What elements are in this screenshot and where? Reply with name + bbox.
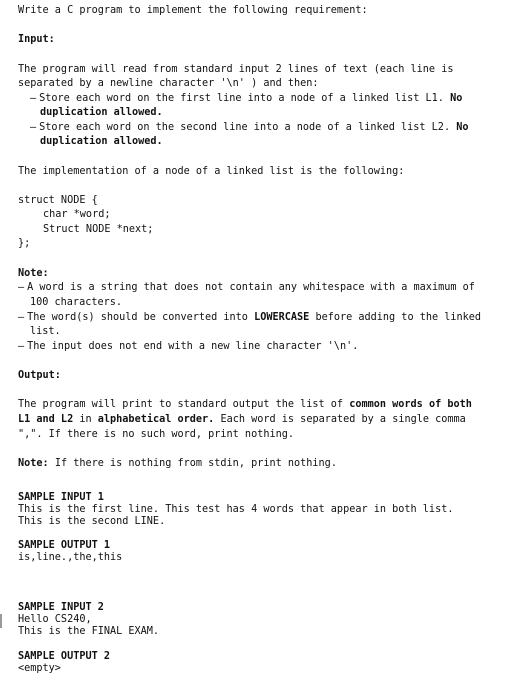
bullet-2-line-1 <box>30 122 469 134</box>
code-line-4: }; <box>18 238 31 249</box>
sample-output-1-value: is,line.,the,this <box>18 552 123 563</box>
final-note-text: If there is nothing from stdin, print nothing. <box>54 458 337 469</box>
note-heading: Note: <box>18 268 49 279</box>
bullet-1-text: Store each word on the first line into a node of a linked list L1. <box>39 93 444 104</box>
note-2-bold: LOWERCASE <box>254 312 310 323</box>
sample-input-2-line-1: Hello CS240, <box>18 614 92 625</box>
code-line-1: struct NODE { <box>18 195 98 206</box>
bullet-2-line-2: duplication allowed. <box>40 136 163 147</box>
output-line-2-bold-b: alphabetical order. <box>97 414 215 425</box>
sample-input-1-line-1: This is the first line. This test has 4 words that appear in both list. <box>18 504 454 515</box>
output-line-2-mid: in <box>79 414 92 425</box>
output-line-1-text: The program will print to standard output the list of <box>18 399 344 410</box>
input-heading: Input: <box>18 34 55 45</box>
final-note-label: Note: <box>18 458 49 469</box>
note-2-text-a: The word(s) should be converted into <box>27 312 248 323</box>
sample-input-2-heading: SAMPLE INPUT 2 <box>18 602 104 613</box>
input-paragraph-line-2: separated by a newline character '\n' ) and then: <box>18 78 319 89</box>
implementation-line: The implementation of a node of a linked list is the following: <box>18 166 405 177</box>
sample-output-1-heading: SAMPLE OUTPUT 1 <box>18 540 111 551</box>
output-line-3: ",". If there is no such word, print nothing. <box>18 429 295 440</box>
output-line-2-bold-a: L1 and L2 <box>18 414 74 425</box>
output-line-2 <box>18 414 466 426</box>
output-heading: Output: <box>18 370 61 381</box>
note-2-line-2: list. <box>30 326 61 337</box>
bullet-1-bold: No <box>450 93 463 104</box>
bullet-1-line-2: duplication allowed. <box>40 107 163 118</box>
bullet-2-bold: No <box>456 122 469 133</box>
output-line-1-bold: common words of both <box>349 399 472 410</box>
code-line-3: Struct NODE *next; <box>43 224 154 235</box>
sample-output-2-heading: SAMPLE OUTPUT 2 <box>18 651 111 662</box>
output-line-2-text: Each word is separated by a single comma <box>220 414 466 425</box>
note-1-line-2: 100 characters. <box>30 297 123 308</box>
output-line-1 <box>18 399 472 411</box>
intro-text: Write a C program to implement the following requirement: <box>18 5 368 16</box>
sample-input-1-line-2: This is the second LINE. <box>18 516 166 527</box>
note-3: – The input does not end with a new line character '\n'. <box>18 341 358 353</box>
code-line-2: char *word; <box>43 209 111 220</box>
sample-input-2-line-2: This is the FINAL EXAM. <box>18 626 160 637</box>
bullet-2-text: Store each word on the second line into a node of a linked list L2. <box>39 122 451 133</box>
input-paragraph-line-1: The program will read from standard input 2 lines of text (each line is <box>18 64 454 75</box>
bullet-1-line-1 <box>30 93 462 105</box>
sample-input-1-heading: SAMPLE INPUT 1 <box>18 492 104 503</box>
margin-marker <box>0 614 2 628</box>
final-note <box>18 458 337 470</box>
note-1-line-1: – A word is a string that does not contain any whitespace with a maximum of <box>18 282 475 294</box>
sample-output-2-value: <empty> <box>18 663 61 674</box>
note-2-text-b: before adding to the linked <box>315 312 482 323</box>
note-2-line-1 <box>18 312 481 324</box>
